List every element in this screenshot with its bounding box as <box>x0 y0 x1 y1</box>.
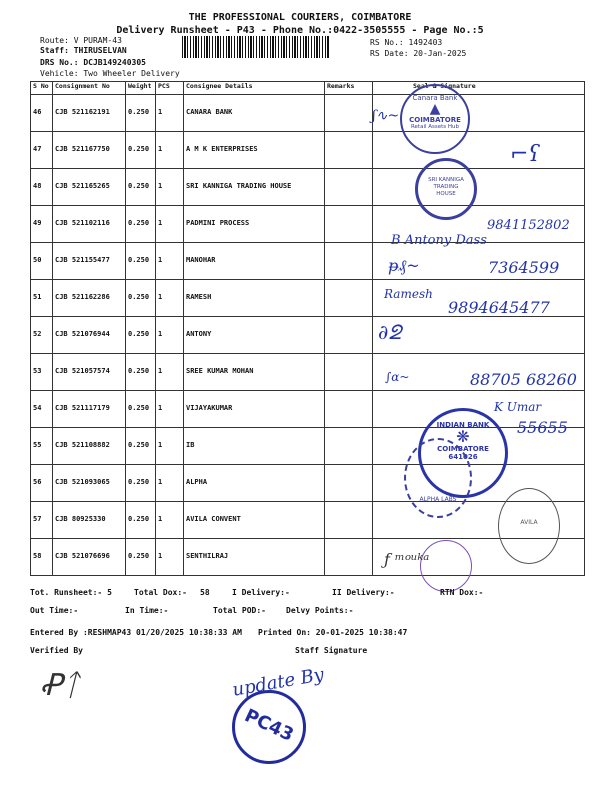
staff-label: Staff: THIRUSELVAN <box>40 46 127 55</box>
tot-runsheet: Tot. Runsheet:- 5 <box>30 588 112 597</box>
cell-signature <box>373 317 585 354</box>
cell-sno: 53 <box>31 354 53 391</box>
signature-scribble: ʃ∿~ <box>372 108 400 124</box>
pc-stamp-text: PC43 <box>241 705 297 746</box>
cell-pcs: 1 <box>156 206 184 243</box>
col-weight: Weight <box>126 82 156 95</box>
handwritten-update-note: update By <box>230 664 326 701</box>
col-sno: S No <box>31 82 53 95</box>
cell-sno: 50 <box>31 243 53 280</box>
cell-pcs: 1 <box>156 391 184 428</box>
cell-weight: 0.250 <box>126 243 156 280</box>
cell-consignee: SENTHILRAJ <box>184 539 325 576</box>
handwritten-phone-1: 9841152802 <box>487 218 570 233</box>
cell-remarks <box>325 354 373 391</box>
cell-remarks <box>325 391 373 428</box>
cell-remarks <box>325 465 373 502</box>
cell-consignment: CJB 521165265 <box>53 169 126 206</box>
cell-pcs: 1 <box>156 280 184 317</box>
cell-consignee: IB <box>184 428 325 465</box>
cell-consignee: VIJAYAKUMAR <box>184 391 325 428</box>
cell-pcs: 1 <box>156 95 184 132</box>
table-row <box>31 132 585 169</box>
col-seal-signature: Seal & Signature <box>373 82 585 95</box>
cell-remarks <box>325 280 373 317</box>
cell-pcs: 1 <box>156 539 184 576</box>
cell-consignment: CJB 521167750 <box>53 132 126 169</box>
cell-sno: 54 <box>31 391 53 428</box>
cell-consignment: CJB 521076944 <box>53 317 126 354</box>
rtn-dox: RTN Dox:- <box>440 588 484 597</box>
cell-remarks <box>325 243 373 280</box>
cell-sno: 58 <box>31 539 53 576</box>
canara-bank-stamp <box>400 84 470 154</box>
handwritten-name-2: Ramesh <box>384 287 433 301</box>
cell-remarks <box>325 95 373 132</box>
cell-sno: 56 <box>31 465 53 502</box>
canara-logo-icon: ▲ <box>429 101 441 117</box>
vehicle-label: Vehicle: Two Wheeler Delivery <box>40 69 180 78</box>
stamp-text: Canara Bank <box>412 94 458 102</box>
cell-pcs: 1 <box>156 354 184 391</box>
col-pcs: PCS <box>156 82 184 95</box>
cell-consignee: ANTONY <box>184 317 325 354</box>
col-remarks: Remarks <box>325 82 373 95</box>
handwritten-phone-2: 7364599 <box>488 258 560 277</box>
total-dox-label: Total Dox:- <box>134 588 187 597</box>
handwritten-phone-4: 88705 68260 <box>470 370 577 389</box>
cell-sno: 52 <box>31 317 53 354</box>
entered-by: Entered By :RESHMAP43 01/20/2025 10:38:33 AM <box>30 628 242 637</box>
cell-weight: 0.250 <box>126 169 156 206</box>
ii-delivery: II Delivery:- <box>332 588 395 597</box>
cell-pcs: 1 <box>156 465 184 502</box>
cell-consignee: AVILA CONVENT <box>184 502 325 539</box>
cell-consignment: CJB 521117179 <box>53 391 126 428</box>
stamp-text: ALPHA LABS <box>419 496 457 503</box>
cell-weight: 0.250 <box>126 206 156 243</box>
runsheet-subtitle: Delivery Runsheet - P43 - Phone No.:0422-3505555 - Page No.:5 <box>116 25 484 36</box>
handwritten-phone-5: 55655 <box>517 418 568 437</box>
out-time: Out Time:- <box>30 606 79 615</box>
cell-remarks <box>325 317 373 354</box>
stamp-text: Retail Assets Hub <box>410 124 460 130</box>
cell-remarks <box>325 539 373 576</box>
total-dox-value: 58 <box>200 588 210 597</box>
stamp-text: COIMBATORE <box>409 116 461 124</box>
cell-weight: 0.250 <box>126 132 156 169</box>
table-row <box>31 317 585 354</box>
signature-scribble: ƒ ᵐᵒᵘᵏᵃ <box>384 550 430 569</box>
verified-by-label: Verified By <box>30 646 83 655</box>
cell-consignee: SRI KANNIGA TRADING HOUSE <box>184 169 325 206</box>
signature-scribble: ∫ɑ~ <box>385 370 410 384</box>
cell-consignment: CJB 521162191 <box>53 95 126 132</box>
cell-pcs: 1 <box>156 317 184 354</box>
total-pod: Total POD:- <box>213 606 266 615</box>
cell-weight: 0.250 <box>126 391 156 428</box>
col-consignment: Consignment No <box>53 82 126 95</box>
table-row <box>31 95 585 132</box>
printed-on: Printed On: 20-01-2025 10:38:47 <box>258 628 408 637</box>
handwritten-phone-3: 9894645477 <box>448 298 550 317</box>
cell-weight: 0.250 <box>126 95 156 132</box>
cell-weight: 0.250 <box>126 502 156 539</box>
table-row <box>31 169 585 206</box>
cell-consignee: MANOHAR <box>184 243 325 280</box>
cell-consignment: CJB 80925330 <box>53 502 126 539</box>
barcode <box>182 36 330 58</box>
cell-pcs: 1 <box>156 243 184 280</box>
cell-consignment: CJB 521155477 <box>53 243 126 280</box>
stamp-text: INDIAN BANK <box>436 421 490 429</box>
col-consignee: Consignee Details <box>184 82 325 95</box>
handwritten-name-1: B Antony Dass <box>391 233 487 248</box>
cell-consignment: CJB 521076696 <box>53 539 126 576</box>
i-delivery: I Delivery:- <box>232 588 290 597</box>
cell-weight: 0.250 <box>126 317 156 354</box>
route-label: Route: V PURAM-43 <box>40 36 122 45</box>
stamp-text: SRI KANNIGA TRADING HOUSE <box>428 177 464 197</box>
cell-consignment: CJB 521102116 <box>53 206 126 243</box>
indian-bank-logo-icon: ❋ <box>456 427 470 446</box>
cell-sno: 57 <box>31 502 53 539</box>
signature-scribble: ᵽ₰~ <box>388 256 420 275</box>
cell-pcs: 1 <box>156 132 184 169</box>
cell-consignee: CANARA BANK <box>184 95 325 132</box>
cell-remarks <box>325 428 373 465</box>
table-header-row <box>31 82 585 95</box>
stamp-text: 641026 <box>448 453 478 461</box>
drs-number: DRS No.: DCJB149240305 <box>40 58 146 67</box>
stamp-text: AVILA <box>520 519 538 526</box>
company-title: THE PROFESSIONAL COURIERS, COIMBATORE <box>188 12 412 23</box>
cell-sno: 51 <box>31 280 53 317</box>
cell-consignment: CJB 521093065 <box>53 465 126 502</box>
cell-consignee: RAMESH <box>184 280 325 317</box>
staff-signature-label: Staff Signature <box>295 646 368 655</box>
cell-weight: 0.250 <box>126 428 156 465</box>
avila-stamp <box>498 488 560 564</box>
cell-sno: 49 <box>31 206 53 243</box>
cell-weight: 0.250 <box>126 280 156 317</box>
cell-remarks <box>325 206 373 243</box>
cell-sno: 47 <box>31 132 53 169</box>
handwritten-name-3: K Umar <box>494 400 542 414</box>
cell-remarks <box>325 132 373 169</box>
verifier-signature: Ꝓᛏ <box>40 668 81 703</box>
cell-weight: 0.250 <box>126 465 156 502</box>
pc-stamp <box>232 690 306 764</box>
alpha-labs-stamp <box>404 438 472 518</box>
cell-pcs: 1 <box>156 502 184 539</box>
cell-remarks <box>325 169 373 206</box>
cell-consignee: SREE KUMAR MOHAN <box>184 354 325 391</box>
delvy-points: Delvy Points:- <box>286 606 354 615</box>
cell-consignment: CJB 521108882 <box>53 428 126 465</box>
cell-consignee: PADMINI PROCESS <box>184 206 325 243</box>
cell-pcs: 1 <box>156 169 184 206</box>
cell-weight: 0.250 <box>126 539 156 576</box>
rs-date: RS Date: 20-Jan-2025 <box>370 49 467 58</box>
cell-sno: 46 <box>31 95 53 132</box>
cell-consignee: A M K ENTERPRISES <box>184 132 325 169</box>
cell-pcs: 1 <box>156 428 184 465</box>
stamp-text: COIMBATORE <box>437 445 489 453</box>
cell-sno: 55 <box>31 428 53 465</box>
cell-remarks <box>325 502 373 539</box>
cell-consignee: ALPHA <box>184 465 325 502</box>
rs-number: RS No.: 1492403 <box>370 38 443 47</box>
kanniga-stamp <box>415 158 477 220</box>
in-time: In Time:- <box>125 606 169 615</box>
cell-signature <box>373 169 585 206</box>
cell-sno: 48 <box>31 169 53 206</box>
cell-weight: 0.250 <box>126 354 156 391</box>
cell-consignment: CJB 521162286 <box>53 280 126 317</box>
cell-consignment: CJB 521057574 <box>53 354 126 391</box>
signature-scribble: ⌐ʕ <box>510 142 541 167</box>
runsheet-table <box>30 81 585 576</box>
signature-scribble: ∂ᘖ <box>378 320 402 344</box>
